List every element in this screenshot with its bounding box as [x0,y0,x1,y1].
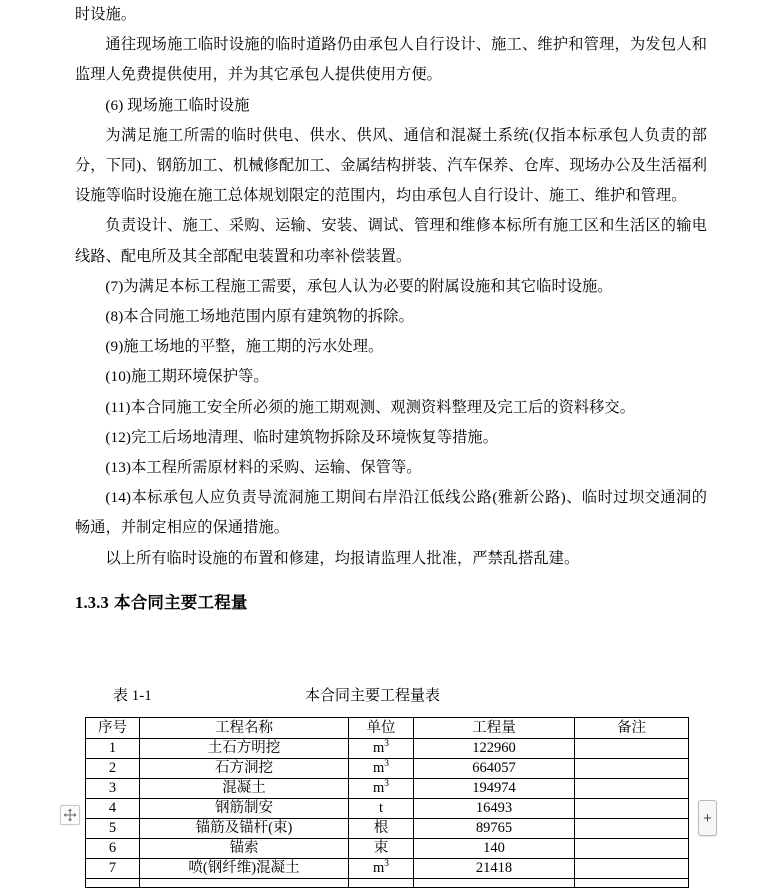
cell-name[interactable]: 锚索 [140,839,349,859]
cell-remark[interactable] [575,879,689,888]
cell-quantity[interactable]: 89765 [414,819,575,839]
table-row-clipped[interactable] [86,879,689,888]
table-row[interactable] [86,799,689,819]
quantities-table [85,717,689,888]
paragraph-item-7: (7)为满足本标工程施工需要，承包人认为必要的附属设施和其它临时设施。 [105,277,613,295]
cell-name[interactable]: 喷(钢纤维)混凝土 [140,859,349,879]
cell-remark[interactable] [575,779,689,799]
cell-unit-exponent: 3 [384,739,390,750]
cell-quantity[interactable]: 194974 [414,779,575,799]
paragraph-item-8: (8)本合同施工场地范围内原有建筑物的拆除。 [105,308,414,326]
paragraph-item-9: (9)施工场地的平整，施工期的污水处理。 [105,338,384,356]
table-header-quantity: 工程量 [414,718,575,739]
cell-unit[interactable] [349,819,414,839]
cell-remark[interactable] [575,819,689,839]
plus-icon: + [703,809,712,827]
paragraph-item-6: (6) 现场施工临时设施 [105,96,250,114]
cell-name[interactable]: 石方洞挖 [140,759,349,779]
cell-unit-text: m [372,860,385,876]
table-caption-title: 本合同主要工程量表 [305,688,441,704]
paragraph-power-lines: 负责设计、施工、采购、运输、安装、调试、管理和维修本标所有施工区和生活区的输电线路、配电所及其全部配电装置和功率补偿装置。 [75,217,707,265]
move-arrows-icon [63,808,77,822]
cell-name[interactable] [140,879,349,888]
cell-unit[interactable] [349,879,414,888]
cell-unit[interactable] [349,779,414,799]
table-row[interactable] [86,759,689,779]
cell-no[interactable]: 1 [86,739,140,759]
cell-quantity[interactable]: 16493 [414,799,575,819]
cell-name[interactable]: 混凝土 [140,779,349,799]
cell-unit-text: m [372,760,385,776]
table-header-remark: 备注 [575,718,689,739]
table-move-handle[interactable] [60,805,80,825]
cell-unit-text: m [372,780,385,796]
paragraph-item-10: (10)施工期环境保护等。 [105,368,269,386]
paragraph-item-11: (11)本合同施工安全所必须的施工期观测、观测资料整理及完工后的资料移交。 [105,398,636,416]
cell-remark[interactable] [575,859,689,879]
table-row[interactable] [86,739,689,759]
cell-name[interactable]: 锚筋及锚杆(束) [140,819,349,839]
cell-unit-text: 根 [373,820,389,836]
table-header-row [86,718,689,739]
cell-unit[interactable] [349,759,414,779]
cell-quantity[interactable]: 122960 [414,739,575,759]
cell-quantity[interactable]: 21418 [414,859,575,879]
table-row[interactable] [86,779,689,799]
section-heading-number: 1.3.3 [75,592,109,612]
cell-quantity[interactable]: 664057 [414,759,575,779]
table-caption-label: 表 1-1 [113,688,152,704]
table-header-no: 序号 [86,718,140,739]
cell-no[interactable]: 7 [86,859,140,879]
cell-no[interactable]: 3 [86,779,140,799]
cell-quantity[interactable]: 140 [414,839,575,859]
cell-unit-exponent: 3 [384,779,390,790]
cell-remark[interactable] [575,839,689,859]
section-heading [75,588,707,618]
cell-no[interactable]: 5 [86,819,140,839]
cell-name[interactable]: 钢筋制安 [140,799,349,819]
cell-unit[interactable] [349,739,414,759]
paragraph-cont-temp-facility: 时设施。 [75,6,137,23]
paragraph-item-12: (12)完工后场地清理、临时建筑物拆除及环境恢复等措施。 [105,428,498,446]
cell-unit[interactable] [349,799,414,819]
cell-quantity[interactable] [414,879,575,888]
cell-remark[interactable] [575,739,689,759]
cell-unit[interactable] [349,859,414,879]
cell-remark[interactable] [575,799,689,819]
cell-remark[interactable] [575,759,689,779]
table-row[interactable] [86,859,689,879]
paragraph-temp-systems: 为满足施工所需的临时供电、供水、供风、通信和混凝土系统(仅指本标承包人负责的部分，下同)、钢筋加工、机械修配加工、金属结构拼装、汽车保养、仓库、现场办公及生活福利设施等临时设施在施工总体规划限定的范围内，均由承包人自行设计、施工、维护和管理。 [75,126,707,205]
table-header-unit: 单位 [349,718,414,739]
cell-name[interactable]: 土石方明挖 [140,739,349,759]
cell-no[interactable]: 6 [86,839,140,859]
section-heading-text: 本合同主要工程量 [114,592,248,612]
table-row[interactable] [86,819,689,839]
paragraph-temp-road: 通往现场施工临时设施的临时道路仍由承包人自行设计、施工、维护和管理，为发包人和监理人免费提供使用，并为其它承包人提供使用方便。 [75,36,707,84]
paragraph-item-13: (13)本工程所需原材料的采购、运输、保管等。 [105,459,422,477]
cell-unit-text: 束 [373,840,389,856]
paragraph-summary: 以上所有临时设施的布置和修建，均报请监理人批准，严禁乱搭乱建。 [105,549,580,567]
cell-no[interactable] [86,879,140,888]
cell-unit-exponent: 3 [384,759,390,770]
table-row[interactable] [86,839,689,859]
cell-unit-text: m [372,740,385,756]
table-header-name: 工程名称 [140,718,349,739]
cell-unit-exponent: 3 [384,859,390,870]
document-body [75,0,707,618]
cell-no[interactable]: 2 [86,759,140,779]
paragraph-item-14: (14)本标承包人应负责导流洞施工期间右岸沿江低线公路(雅新公路)、临时过坝交通洞的畅通，并制定相应的保通措施。 [75,489,707,537]
cell-unit[interactable] [349,839,414,859]
cell-no[interactable]: 4 [86,799,140,819]
insert-column-button[interactable] [698,800,717,836]
table-caption [113,686,693,706]
cell-unit-text: t [378,800,384,816]
heading-spacer [75,574,707,588]
